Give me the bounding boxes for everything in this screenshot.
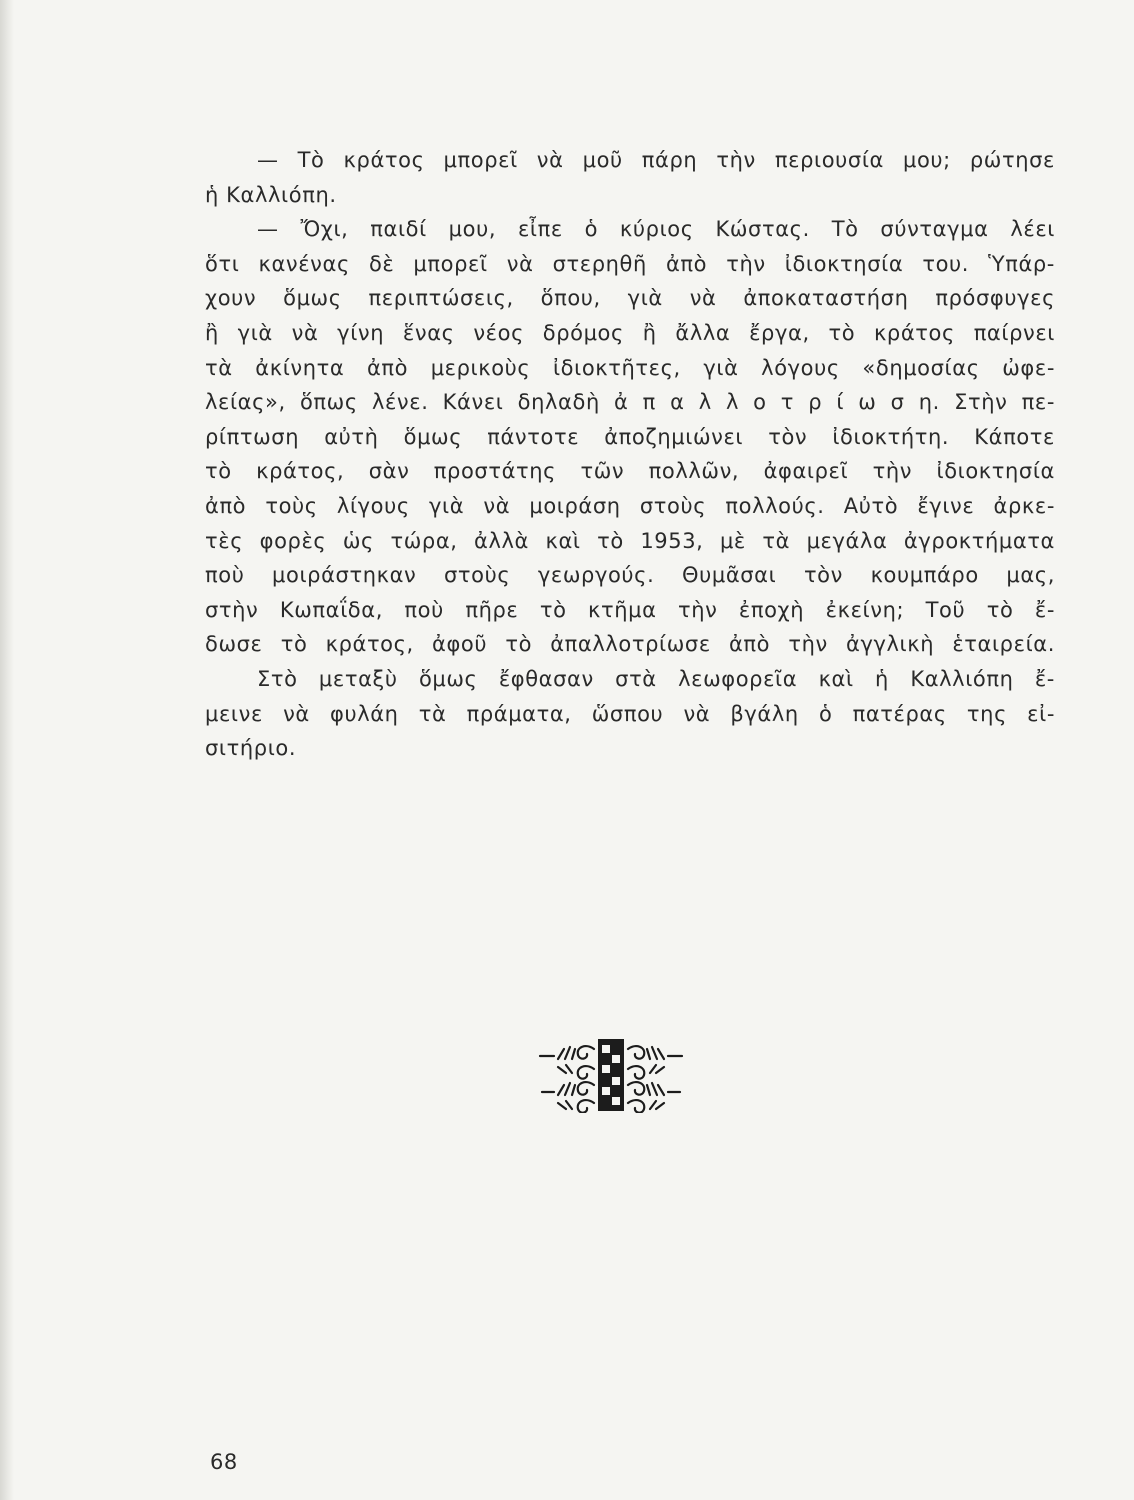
text-line: τὸ κράτος, σὰν προστάτης τῶν πολλῶν, ἀφαιρεῖ τὴν ἰδιοκτησία — [205, 459, 1055, 484]
text-line: μεινε νὰ φυλάη τὰ πράματα, ὥσπου νὰ βγάλη ὁ πατέρας της εἰ- — [205, 701, 1055, 726]
text-line: τὰ ἀκίνητα ἀπὸ μερικοὺς ἰδιοκτῆτες, γιὰ λόγους «δημοσίας ὠφε- — [205, 355, 1055, 380]
text-line: χουν ὅμως περιπτώσεις, ὅπου, γιὰ νὰ ἀποκαταστήση πρόσφυγες — [205, 286, 1055, 311]
text-line: Στὸ μεταξὺ ὅμως ἔφθασαν στὰ λεωφορεῖα καὶ ἡ Καλλιόπη ἔ- — [257, 666, 1055, 691]
body-text — [205, 143, 1055, 766]
text-line: ἢ γιὰ νὰ γίνη ἕνας νέος δρόμος ἢ ἄλλα ἔργα, τὸ κράτος παίρνει — [205, 320, 1055, 345]
text-line: ἡ Καλλιόπη. — [205, 182, 337, 207]
meander-ornament-icon — [538, 1037, 684, 1113]
text-line: — Τὸ κράτος μπορεῖ νὰ μοῦ πάρη τὴν περιουσία μου; ρώτησε — [257, 148, 1055, 172]
text-line: ρίπτωση αὐτὴ ὅμως πάντοτε ἀποζημιώνει τὸν ἰδιοκτήτη. Κάποτε — [205, 424, 1055, 449]
text-line: στὴν Κωπαΐδα, ποὺ πῆρε τὸ κτῆμα τὴν ἐποχὴ ἐκείνη; Τοῦ τὸ ἔ- — [205, 597, 1055, 622]
text-line: τὲς φορὲς ὡς τώρα, ἀλλὰ καὶ τὸ 1953, μὲ τὰ μεγάλα ἀγροκτήματα — [205, 528, 1055, 553]
page-number: 68 — [210, 1450, 238, 1474]
text-line: λείας», ὅπως λένε. Κάνει δηλαδὴ ἀ π α λ λ ο τ ρ ί ω σ η. Στὴν πε- — [205, 390, 1055, 415]
text-line: σιτήριο. — [205, 736, 297, 761]
page-spine-shadow — [0, 0, 14, 1500]
text-line: ἀπὸ τοὺς λίγους γιὰ νὰ μοιράση στοὺς πολλούς. Αὐτὸ ἔγινε ἀρκε- — [205, 493, 1055, 518]
text-line: ὅτι κανένας δὲ μπορεῖ νὰ στερηθῆ ἀπὸ τὴν ἰδιοκτησία του. Ὑπάρ- — [205, 251, 1055, 276]
text-line: ποὺ μοιράστηκαν στοὺς γεωργούς. Θυμᾶσαι τὸν κουμπάρο μας, — [205, 563, 1055, 588]
text-line: — Ὄχι, παιδί μου, εἶπε ὁ κύριος Κώστας. Τὸ σύνταγμα λέει — [257, 217, 1055, 242]
text-line: δωσε τὸ κράτος, ἀφοῦ τὸ ἀπαλλοτρίωσε ἀπὸ τὴν ἀγγλικὴ ἑταιρεία. — [205, 632, 1055, 657]
